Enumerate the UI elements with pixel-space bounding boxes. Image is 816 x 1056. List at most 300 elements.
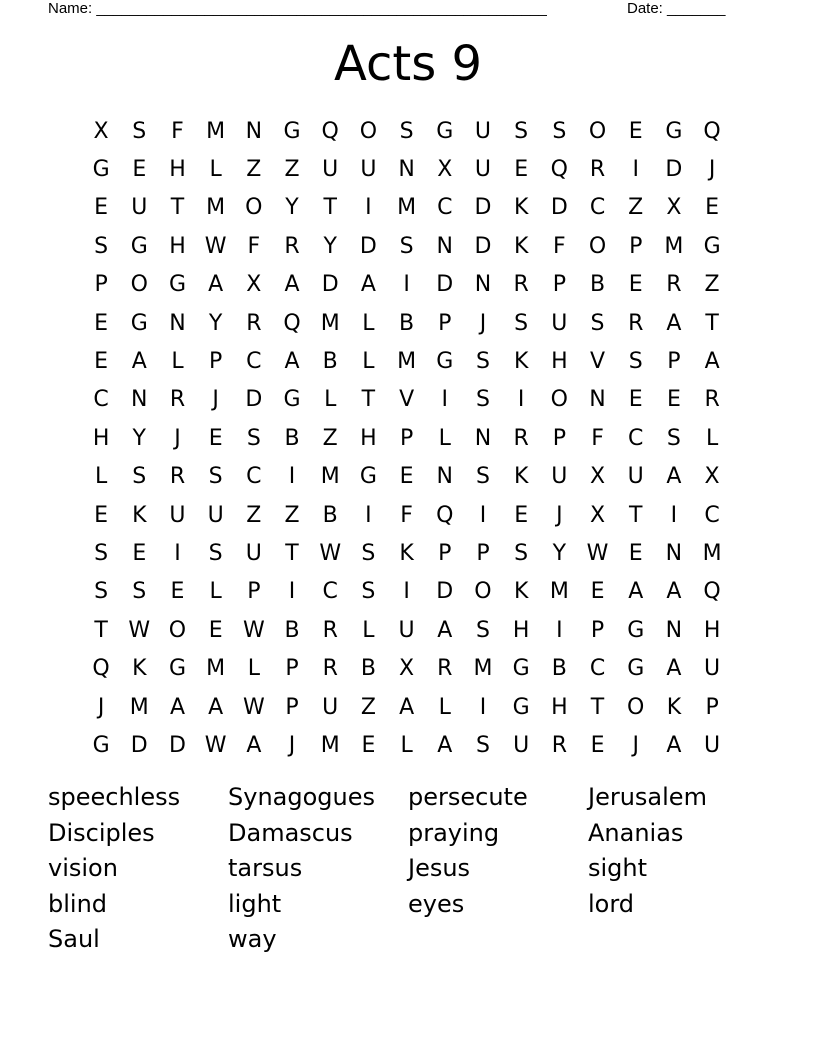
grid-cell: S xyxy=(361,540,376,566)
grid-cell: S xyxy=(475,617,490,643)
grid-cell: A xyxy=(208,694,224,720)
grid-cell: E xyxy=(170,579,185,605)
grid-cell: M xyxy=(397,195,417,221)
grid-cell: D xyxy=(474,195,492,221)
grid-cell: E xyxy=(361,732,376,758)
grid-cell: Z xyxy=(704,272,720,298)
grid-cell: I xyxy=(479,502,487,528)
grid-cell: J xyxy=(174,425,181,451)
grid-cell: P xyxy=(94,272,108,298)
grid-cell: Y xyxy=(323,233,337,259)
grid-cell: J xyxy=(632,732,639,758)
grid-cell: I xyxy=(288,464,296,490)
grid-cell: C xyxy=(628,425,644,451)
grid-cell: U xyxy=(474,118,492,144)
grid-cell: O xyxy=(588,233,607,259)
grid-cell: U xyxy=(360,157,377,183)
grid-cell: S xyxy=(132,118,147,144)
grid-cell: A xyxy=(666,579,682,605)
grid-cell: P xyxy=(476,540,490,566)
grid-cell: Q xyxy=(436,502,454,528)
grid-cell: W xyxy=(319,540,342,566)
grid-cell: L xyxy=(247,656,260,682)
grid-cell: I xyxy=(403,272,410,298)
grid-cell: A xyxy=(284,349,300,375)
grid-cell: A xyxy=(628,579,644,605)
grid-cell: J xyxy=(708,157,716,183)
grid-cell: D xyxy=(168,732,186,758)
grid-cell: G xyxy=(436,349,454,375)
grid-cell: A xyxy=(246,732,262,758)
grid-cell: K xyxy=(513,233,529,259)
grid-cell: P xyxy=(438,540,452,566)
grid-cell: M xyxy=(549,579,569,605)
grid-cell: T xyxy=(285,540,299,566)
grid-cell: T xyxy=(323,195,337,221)
grid-cell: S xyxy=(399,118,414,144)
grid-cell: G xyxy=(627,617,645,643)
grid-cell: D xyxy=(130,732,148,758)
grid-cell: S xyxy=(208,540,223,566)
grid-cell: U xyxy=(627,464,644,490)
word-list-item: blind xyxy=(48,889,108,918)
grid-cell: U xyxy=(704,656,721,682)
grid-cell: A xyxy=(666,310,682,336)
grid-cell: N xyxy=(665,617,683,643)
grid-cell: U xyxy=(322,157,339,183)
grid-cell: S xyxy=(132,464,147,490)
grid-cell: C xyxy=(93,387,109,413)
grid-cell: Q xyxy=(550,157,568,183)
grid-cell: S xyxy=(514,540,529,566)
grid-cell: U xyxy=(245,540,262,566)
grid-cell: Y xyxy=(285,195,299,221)
grid-cell: R xyxy=(551,732,567,758)
grid-cell: M xyxy=(206,118,226,144)
word-list-item: Disciples xyxy=(48,818,155,847)
grid-cell: B xyxy=(360,656,376,682)
grid-cell: M xyxy=(206,656,226,682)
word-search-grid xyxy=(82,112,731,765)
grid-cell: K xyxy=(513,579,529,605)
word-list-item: speechless xyxy=(48,783,181,811)
grid-cell: Q xyxy=(703,579,721,605)
grid-cell: A xyxy=(169,694,185,720)
grid-cell: N xyxy=(169,310,186,336)
grid-cell: A xyxy=(437,732,453,758)
grid-cell: M xyxy=(664,233,684,259)
grid-cell: B xyxy=(322,502,338,528)
grid-cell: Q xyxy=(321,118,339,144)
grid-cell: A xyxy=(666,656,682,682)
grid-cell: S xyxy=(94,540,109,566)
grid-cell: S xyxy=(132,579,147,605)
page-title: Acts 9 xyxy=(333,36,482,92)
grid-cell: D xyxy=(359,233,377,259)
grid-cell: F xyxy=(553,233,566,259)
grid-cell: A xyxy=(399,694,415,720)
grid-cell: H xyxy=(169,233,186,259)
grid-cell: I xyxy=(365,502,372,528)
grid-cell: Z xyxy=(284,502,300,528)
grid-cell: K xyxy=(666,694,682,720)
grid-cell: K xyxy=(513,464,529,490)
grid-cell: S xyxy=(590,310,605,336)
grid-cell: C xyxy=(704,502,720,528)
grid-cell: L xyxy=(705,425,719,451)
word-list-item: Damascus xyxy=(228,818,353,847)
grid-cell: L xyxy=(171,349,184,375)
grid-cell: O xyxy=(359,118,378,144)
grid-cell: P xyxy=(399,425,414,451)
grid-cell: B xyxy=(551,656,567,682)
grid-cell: G xyxy=(92,157,110,183)
grid-cell: K xyxy=(513,195,529,221)
grid-cell: S xyxy=(94,233,109,259)
grid-cell: S xyxy=(475,387,490,413)
grid-cell: N xyxy=(245,118,263,144)
grid-cell: M xyxy=(206,195,226,221)
grid-cell: E xyxy=(94,195,109,221)
grid-cell: E xyxy=(590,732,605,758)
grid-cell: S xyxy=(475,732,490,758)
grid-cell: O xyxy=(245,195,263,221)
grid-cell: F xyxy=(247,233,261,259)
grid-cell: L xyxy=(362,617,375,643)
grid-cell: H xyxy=(92,425,110,451)
grid-cell: L xyxy=(362,310,375,336)
date-field-label: Date: _______ xyxy=(627,0,726,17)
grid-cell: P xyxy=(629,233,643,259)
grid-cell: G xyxy=(168,656,186,682)
grid-cell: P xyxy=(285,656,299,682)
grid-cell: N xyxy=(474,272,492,298)
grid-cell: B xyxy=(589,272,606,298)
grid-cell: M xyxy=(320,732,340,758)
grid-cell: R xyxy=(589,157,606,183)
grid-cell: Q xyxy=(703,118,721,144)
grid-cell: J xyxy=(97,694,105,720)
grid-cell: W xyxy=(204,233,227,259)
grid-cell: I xyxy=(479,694,487,720)
grid-cell: D xyxy=(245,387,263,413)
grid-cell: P xyxy=(247,579,261,605)
grid-cell: U xyxy=(398,617,415,643)
grid-cell: E xyxy=(628,540,643,566)
grid-cell: Z xyxy=(628,195,644,221)
grid-cell: I xyxy=(632,157,639,183)
grid-cell: S xyxy=(475,349,490,375)
word-list-item: sight xyxy=(588,854,648,882)
grid-cell: N xyxy=(589,387,606,413)
grid-cell: E xyxy=(628,118,643,144)
word-list-item: praying xyxy=(408,818,500,847)
grid-cell: G xyxy=(283,387,301,413)
grid-cell: B xyxy=(322,349,338,375)
grid-cell: S xyxy=(514,310,529,336)
grid-cell: Z xyxy=(284,157,300,183)
grid-cell: D xyxy=(550,195,568,221)
grid-cell: O xyxy=(550,387,568,413)
grid-cell: U xyxy=(474,157,492,183)
grid-cell: P xyxy=(285,694,299,720)
grid-cell: T xyxy=(361,387,376,413)
grid-cell: G xyxy=(359,464,377,490)
grid-cell: E xyxy=(628,272,643,298)
grid-cell: X xyxy=(704,464,720,490)
grid-cell: K xyxy=(132,502,147,528)
grid-cell: L xyxy=(324,387,337,413)
grid-cell: M xyxy=(702,540,722,566)
grid-cell: Q xyxy=(283,310,301,336)
grid-cell: X xyxy=(437,157,453,183)
grid-cell: R xyxy=(322,656,338,682)
grid-cell: J xyxy=(556,502,563,528)
grid-cell: I xyxy=(174,540,181,566)
grid-cell: J xyxy=(288,732,296,758)
grid-cell: T xyxy=(590,694,605,720)
grid-cell: U xyxy=(207,502,224,528)
grid-cell: D xyxy=(474,233,492,259)
word-list-item: Ananias xyxy=(588,818,684,847)
grid-cell: G xyxy=(168,272,186,298)
grid-cell: E xyxy=(94,349,109,375)
grid-cell: G xyxy=(703,233,721,259)
grid-cell: X xyxy=(666,195,682,221)
grid-cell: C xyxy=(589,195,606,221)
grid-cell: W xyxy=(586,540,609,566)
grid-cell: F xyxy=(591,425,604,451)
grid-cell: V xyxy=(590,349,606,375)
grid-cell: L xyxy=(209,579,222,605)
grid-cell: E xyxy=(208,617,223,643)
grid-cell: S xyxy=(628,349,643,375)
grid-cell: P xyxy=(667,349,681,375)
grid-cell: E xyxy=(208,425,223,451)
grid-cell: D xyxy=(665,157,683,183)
grid-cell: B xyxy=(399,310,415,336)
grid-cell: W xyxy=(242,617,265,643)
grid-cell: A xyxy=(208,272,224,298)
grid-cell: E xyxy=(132,157,147,183)
grid-cell: I xyxy=(288,579,296,605)
grid-cell: M xyxy=(129,694,149,720)
grid-cell: S xyxy=(208,464,223,490)
grid-cell: Y xyxy=(552,540,567,566)
grid-cell: S xyxy=(399,233,414,259)
grid-cell: F xyxy=(171,118,184,144)
word-list-item: lord xyxy=(588,889,635,918)
grid-cell: L xyxy=(209,157,222,183)
grid-cell: R xyxy=(704,387,720,413)
grid-cell: R xyxy=(169,387,186,413)
grid-cell: E xyxy=(628,387,643,413)
word-list-item: Saul xyxy=(48,925,100,953)
grid-cell: O xyxy=(168,617,187,643)
grid-cell: A xyxy=(704,349,720,375)
grid-cell: V xyxy=(399,387,415,413)
grid-cell: E xyxy=(132,540,147,566)
grid-cell: I xyxy=(441,387,449,413)
grid-cell: O xyxy=(627,694,645,720)
grid-cell: G xyxy=(512,656,530,682)
grid-cell: U xyxy=(513,732,530,758)
grid-cell: X xyxy=(246,272,262,298)
grid-cell: P xyxy=(438,310,452,336)
name-field-label: Name: ______________________________________________________ xyxy=(48,0,547,17)
grid-cell: B xyxy=(284,617,300,643)
grid-cell: X xyxy=(93,118,109,144)
grid-cell: U xyxy=(704,732,721,758)
grid-cell: B xyxy=(284,425,300,451)
grid-cell: X xyxy=(589,464,606,490)
grid-cell: D xyxy=(436,272,454,298)
grid-cell: N xyxy=(474,425,492,451)
grid-cell: P xyxy=(590,617,605,643)
grid-cell: M xyxy=(320,464,340,490)
grid-cell: S xyxy=(552,118,567,144)
grid-cell: R xyxy=(284,233,300,259)
grid-cell: I xyxy=(365,195,372,221)
grid-cell: L xyxy=(400,732,413,758)
grid-cell: Q xyxy=(92,656,110,682)
grid-cell: R xyxy=(169,464,186,490)
grid-cell: A xyxy=(284,272,300,298)
grid-cell: H xyxy=(360,425,377,451)
grid-cell: G xyxy=(130,233,148,259)
grid-cell: X xyxy=(589,502,606,528)
grid-cell: Z xyxy=(246,157,262,183)
grid-cell: T xyxy=(705,310,719,336)
grid-cell: R xyxy=(628,310,644,336)
grid-cell: H xyxy=(551,694,568,720)
grid-cell: M xyxy=(473,656,493,682)
grid-cell: E xyxy=(94,310,109,336)
grid-cell: C xyxy=(322,579,338,605)
grid-cell: Z xyxy=(322,425,338,451)
grid-cell: L xyxy=(94,464,108,490)
grid-cell: W xyxy=(128,617,151,643)
grid-cell: A xyxy=(666,464,682,490)
grid-cell: E xyxy=(590,579,605,605)
grid-cell: R xyxy=(666,272,682,298)
grid-cell: Y xyxy=(208,310,223,336)
grid-cell: X xyxy=(399,656,415,682)
grid-cell: N xyxy=(436,233,454,259)
grid-cell: L xyxy=(362,349,375,375)
grid-cell: C xyxy=(246,349,262,375)
grid-cell: O xyxy=(130,272,148,298)
grid-cell: S xyxy=(246,425,261,451)
grid-cell: R xyxy=(322,617,338,643)
grid-cell: E xyxy=(514,502,529,528)
grid-cell: U xyxy=(322,694,339,720)
grid-cell: I xyxy=(670,502,678,528)
grid-cell: T xyxy=(94,617,108,643)
word-list-item: Synagogues xyxy=(228,783,375,811)
grid-cell: M xyxy=(397,349,417,375)
grid-cell: N xyxy=(131,387,148,413)
word-list xyxy=(48,780,768,958)
grid-cell: I xyxy=(517,387,525,413)
word-list-item: Jesus xyxy=(408,854,471,882)
grid-cell: J xyxy=(479,310,487,336)
grid-cell: R xyxy=(513,425,529,451)
grid-cell: G xyxy=(627,656,645,682)
grid-cell: H xyxy=(169,157,186,183)
grid-cell: W xyxy=(204,732,227,758)
grid-cell: Z xyxy=(246,502,262,528)
word-list-item: way xyxy=(228,925,277,953)
grid-cell: I xyxy=(556,617,563,643)
grid-cell: P xyxy=(552,425,566,451)
grid-cell: P xyxy=(705,694,719,720)
grid-cell: P xyxy=(552,272,566,298)
grid-cell: R xyxy=(513,272,529,298)
grid-cell: K xyxy=(513,349,529,375)
grid-cell: A xyxy=(666,732,682,758)
grid-cell: S xyxy=(94,579,109,605)
grid-cell: R xyxy=(437,656,453,682)
grid-cell: N xyxy=(436,464,454,490)
grid-cell: U xyxy=(131,195,148,221)
grid-cell: G xyxy=(283,118,301,144)
grid-cell: U xyxy=(551,464,568,490)
grid-cell: C xyxy=(246,464,262,490)
word-list-item: light xyxy=(228,889,282,918)
word-list-item: Jerusalem xyxy=(588,783,707,811)
grid-cell: L xyxy=(438,694,451,720)
grid-cell: R xyxy=(246,310,262,336)
grid-cell: Y xyxy=(132,425,146,451)
grid-cell: G xyxy=(130,310,148,336)
grid-cell: Z xyxy=(360,694,376,720)
grid-cell: E xyxy=(514,157,529,183)
grid-cell: A xyxy=(360,272,376,298)
grid-cell: E xyxy=(705,195,720,221)
word-list-item: tarsus xyxy=(228,854,303,882)
grid-cell: E xyxy=(94,502,109,528)
grid-cell: O xyxy=(474,579,492,605)
grid-cell: D xyxy=(321,272,339,298)
grid-cell: J xyxy=(212,387,219,413)
grid-cell: G xyxy=(512,694,530,720)
grid-cell: U xyxy=(169,502,186,528)
grid-cell: I xyxy=(403,579,410,605)
grid-cell: H xyxy=(703,617,721,643)
grid-cell: W xyxy=(242,694,265,720)
grid-cell: O xyxy=(588,118,607,144)
grid-cell: N xyxy=(665,540,683,566)
grid-cell: T xyxy=(170,195,185,221)
grid-cell: K xyxy=(132,656,147,682)
grid-cell: L xyxy=(438,425,451,451)
grid-cell: S xyxy=(666,425,681,451)
word-list-item: persecute xyxy=(408,783,528,811)
grid-cell: H xyxy=(551,349,568,375)
grid-cell: U xyxy=(551,310,568,336)
grid-cell: A xyxy=(437,617,453,643)
grid-cell: C xyxy=(589,656,606,682)
word-list-item: eyes xyxy=(408,889,465,918)
word-list-item: vision xyxy=(48,854,118,882)
grid-cell: A xyxy=(131,349,147,375)
grid-cell: S xyxy=(361,579,376,605)
grid-cell: C xyxy=(437,195,453,221)
grid-cell: F xyxy=(400,502,413,528)
grid-cell: M xyxy=(320,310,340,336)
grid-cell: G xyxy=(436,118,454,144)
